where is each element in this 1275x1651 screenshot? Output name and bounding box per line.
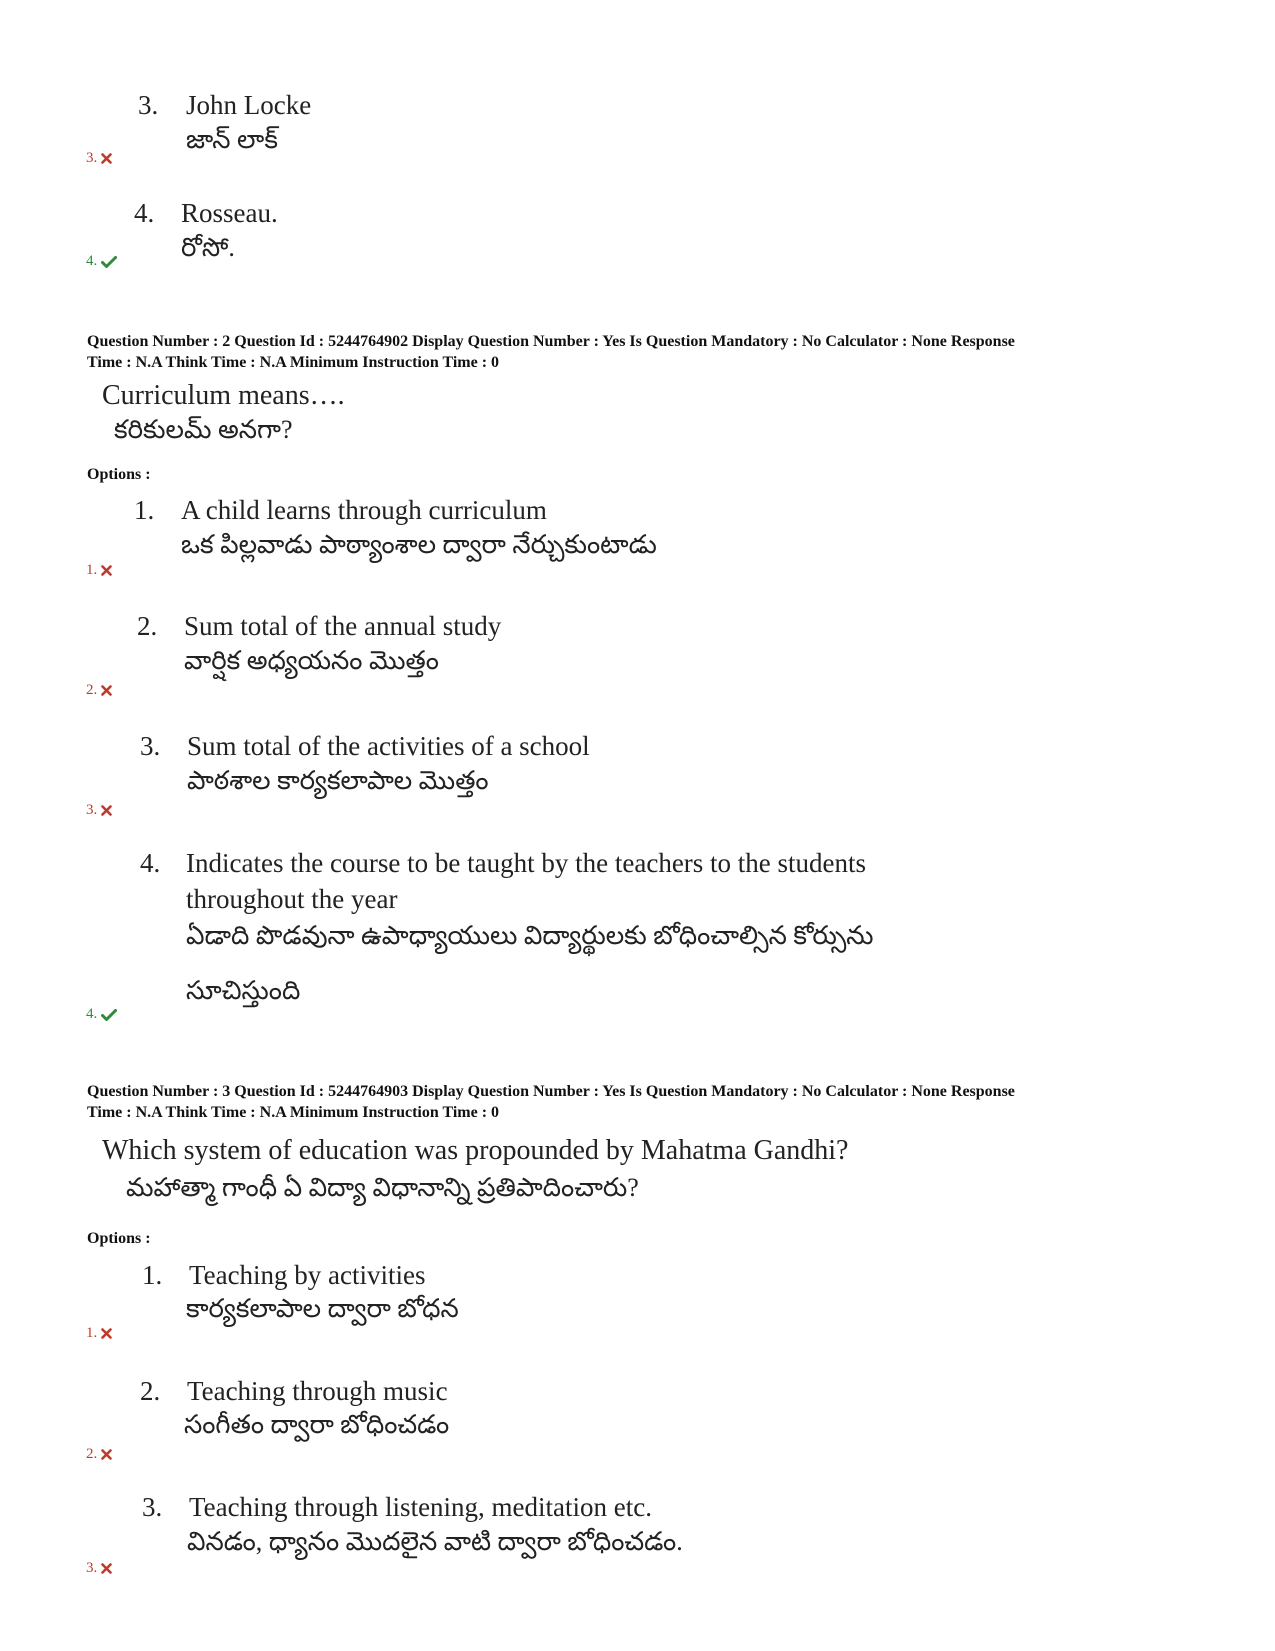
mark-number: 3.: [86, 802, 98, 818]
mark-number: 4.: [86, 1006, 98, 1022]
option-mark: [86, 562, 112, 579]
option-mark: [86, 682, 112, 699]
option-mark: [86, 1560, 112, 1577]
option-text-en: Teaching by activities: [189, 1260, 426, 1290]
option-text-te: కార్యకలాపాల ద్వారా బోధన: [186, 1294, 459, 1323]
option-number: 4.: [140, 848, 161, 878]
mark-number: 3.: [86, 150, 98, 166]
option-text-en-line-2: throughout the year: [186, 884, 398, 914]
option-number: 1.: [134, 495, 155, 525]
option-mark: [86, 1006, 117, 1023]
option-text-te: జాన్ లాక్: [186, 125, 278, 154]
option-number: 4.: [134, 198, 155, 228]
option-text-te: సంగీతం ద్వారా బోధించడం: [184, 1410, 450, 1439]
meta-line-1: Question Number : 3 Question Id : 5244764903 Display Question Number : Yes Is Question Mandatory : No Calculator : None Response: [87, 1083, 1015, 1100]
option-text-en-line-1: Indicates the course to be taught by the teachers to the students: [186, 848, 867, 878]
option-text-en: Rosseau.: [181, 198, 278, 228]
meta-line-2: Time : N.A Think Time : N.A Minimum Instruction Time : 0: [87, 1104, 500, 1121]
wrong-icon: [101, 685, 112, 696]
option-text-en: John Locke: [186, 90, 312, 120]
option-number: 3.: [140, 731, 161, 761]
question-text-en: Which system of education was propounded by Mahatma Gandhi?: [102, 1135, 849, 1166]
option-text-en: Sum total of the activities of a school: [187, 731, 590, 761]
wrong-icon: [101, 153, 112, 164]
correct-icon: [101, 1009, 117, 1021]
option-number: 1.: [142, 1260, 163, 1290]
option-text-en: Teaching through listening, meditation etc.: [189, 1492, 652, 1522]
wrong-icon: [101, 1449, 112, 1460]
options-label: Options :: [87, 466, 151, 483]
mark-number: 3.: [86, 1560, 98, 1576]
option-mark: [86, 253, 117, 270]
options-label: Options :: [87, 1230, 151, 1247]
correct-icon: [101, 256, 117, 268]
option-text-te: ఒక పిల్లవాడు పాఠ్యాంశాల ద్వారా నేర్చుకుంటాడు: [181, 530, 657, 559]
option-text-te: వినడం, ధ్యానం మొదలైన వాటి ద్వారా బోధించడం.: [187, 1527, 683, 1556]
mark-number: 4.: [86, 253, 98, 269]
question-text-en: Curriculum means….: [102, 380, 345, 411]
option-number: 3.: [142, 1492, 163, 1522]
option-text-te: పాఠశాల కార్యకలాపాల మొత్తం: [187, 766, 489, 795]
option-number: 2.: [140, 1376, 161, 1406]
meta-line-1: Question Number : 2 Question Id : 5244764902 Display Question Number : Yes Is Question Mandatory : No Calculator : None Response: [87, 333, 1015, 350]
question-meta: [87, 1081, 1247, 1123]
mark-number: 1.: [86, 562, 98, 578]
option-mark: [86, 802, 112, 819]
option-text-en: A child learns through curriculum: [181, 495, 547, 525]
option-text-te-line-1: ఏడాది పొడవునా ఉపాధ్యాయులు విద్యార్థులకు బోధించాల్సిన కోర్సును: [186, 921, 874, 950]
option-mark: [86, 1325, 112, 1342]
option-text-te: రోసో.: [181, 233, 235, 262]
option-text-en: Teaching through music: [187, 1376, 448, 1406]
wrong-icon: [101, 1563, 112, 1574]
option-mark: [86, 150, 112, 167]
option-number: 2.: [137, 611, 158, 641]
mark-number: 1.: [86, 1325, 98, 1341]
wrong-icon: [101, 805, 112, 816]
meta-line-2: Time : N.A Think Time : N.A Minimum Instruction Time : 0: [87, 354, 500, 371]
wrong-icon: [101, 565, 112, 576]
mark-number: 2.: [86, 1446, 98, 1462]
option-text-en: Sum total of the annual study: [184, 611, 502, 641]
wrong-icon: [101, 1328, 112, 1339]
option-number: 3.: [138, 90, 159, 120]
question-meta: [87, 331, 1247, 373]
option-text-te-line-2: సూచిస్తుంది: [186, 976, 301, 1005]
option-mark: [86, 1446, 112, 1463]
question-text-te: కరికులమ్ అనగా?: [114, 415, 293, 444]
question-text-te: మహాత్మా గాంధీ ఏ విద్యా విధానాన్ని ప్రతిపాదించారు?: [126, 1173, 639, 1202]
option-text-te: వార్షిక అధ్యయనం మొత్తం: [184, 646, 439, 675]
mark-number: 2.: [86, 682, 98, 698]
